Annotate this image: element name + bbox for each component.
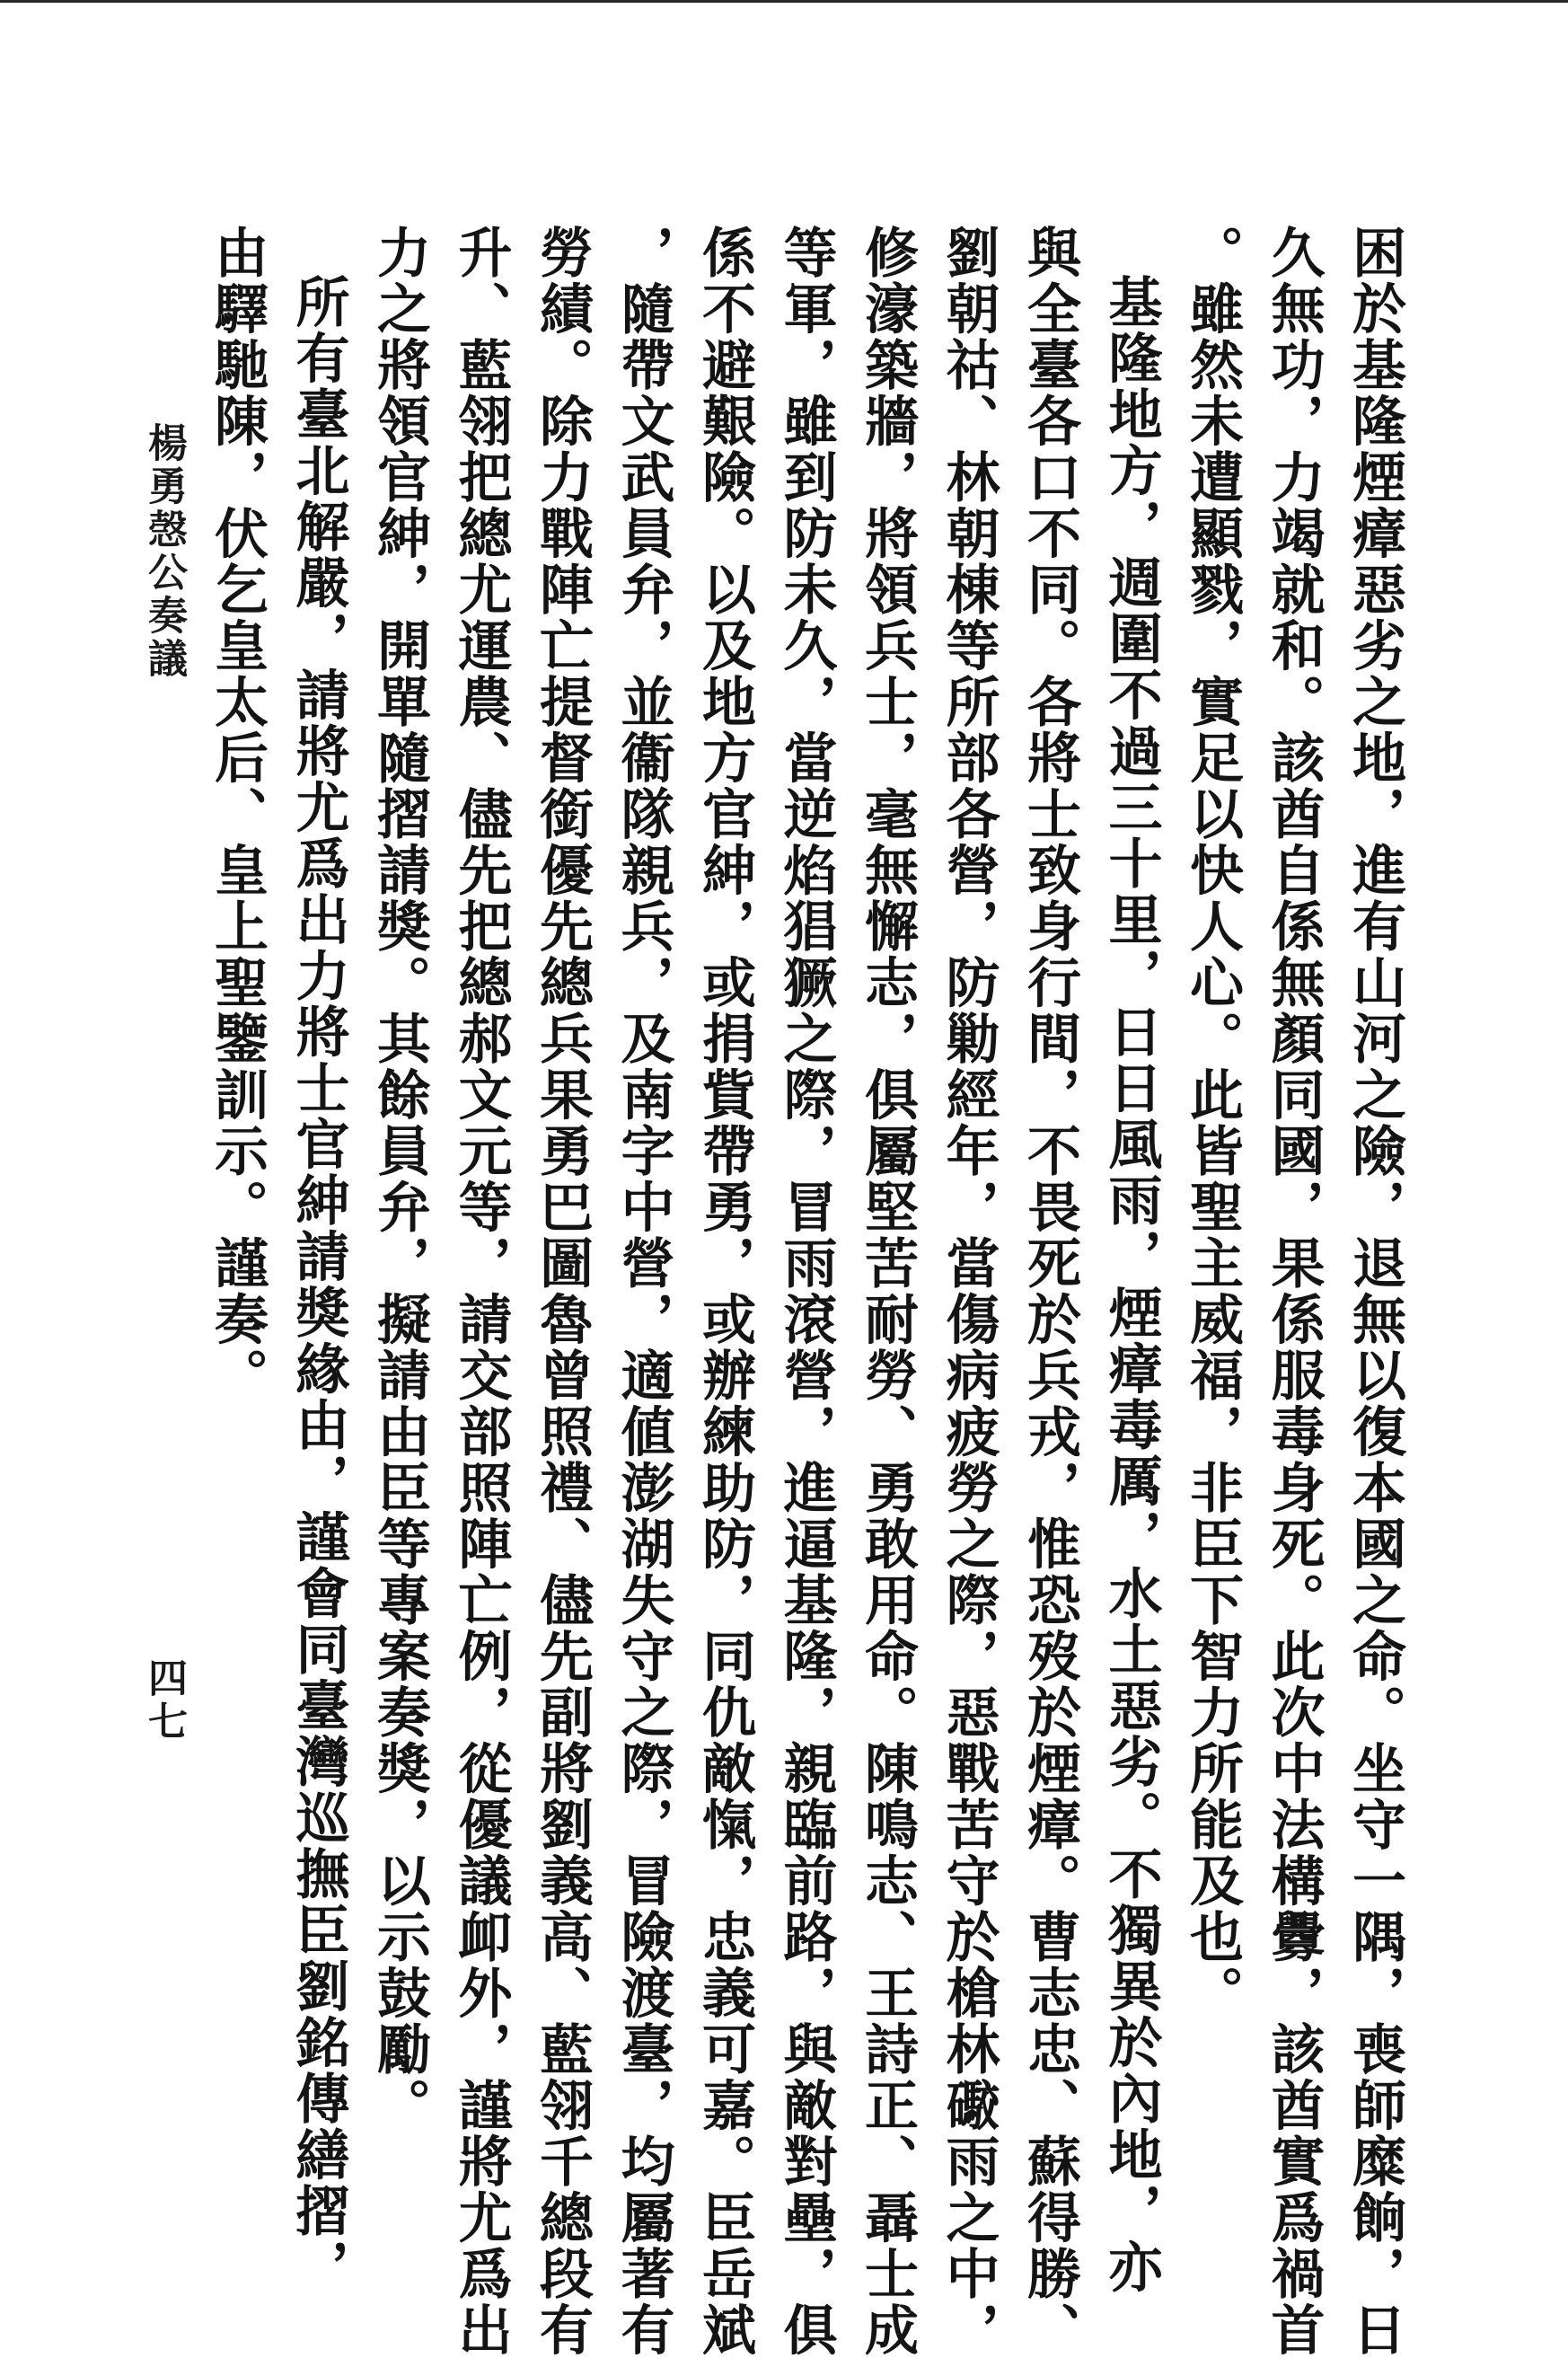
- text-column-5: 與全臺各口不同。各將士致身行間，不畏死於兵戎，惟恐歿於煙瘴。曹志忠、蘇得勝、: [1018, 225, 1081, 2358]
- text-column-3: 。雖然未遭顯戮，實足以快人心。此皆聖主威福，非臣下智力所能及也。: [1181, 225, 1244, 2021]
- text-column-9: 係不避艱險。以及地方官紳，或捐貲帶勇，或辦練助防，同仇敵愾，忠義可嘉。臣岳斌: [693, 225, 756, 2358]
- book-title: 楊勇愨公奏議: [141, 422, 187, 681]
- text-column-15: 由驛馳陳，伏乞皇太后、皇上聖鑒訓示。謹奏。: [206, 225, 269, 1404]
- text-column-11: 勞績。除力戰陣亡提督銜優先總兵果勇巴圖魯曾照禮、儘先副將劉義高、藍翎千總段有: [531, 225, 594, 2358]
- memorial-text-block: [206, 225, 1415, 2358]
- text-column-4: 基隆地方，週圍不過三十里，日日風雨，煙瘴毒厲，水土惡劣。不獨異於內地，亦: [1099, 274, 1163, 2295]
- text-column-6: 劉朝祜、林朝棟等所部各營，防勦經年，當傷病疲勞之際，惡戰苦守於槍林礮雨之中，: [937, 225, 1000, 2358]
- text-column-10: ，隨帶文武員弁，並衞隊親兵，及南字中營，適値澎湖失守之際，冒險渡臺，均屬著有: [612, 225, 675, 2358]
- text-column-7: 修濠築牆，將領兵士，毫無懈志，俱屬堅苦耐勞、勇敢用命。陳鳴志、王詩正、聶士成: [856, 225, 919, 2358]
- text-column-12: 升、藍翎把總尤運農、儘先把總郝文元等，請交部照陣亡例，從優議卹外，謹將尤爲出: [449, 225, 513, 2358]
- text-column-2: 久無功，力竭就和。該酋自係無顏同國，果係服毒身死。此次中法構釁，該酋實爲禍首: [1262, 225, 1326, 2358]
- text-column-8: 等軍，雖到防未久，當逆焰猖獗之際，冒雨滾營，進逼基隆，親臨前路，與敵對壘，俱: [774, 225, 838, 2358]
- text-column-14: 所有臺北解嚴，請將尤爲出力將士官紳請獎緣由，謹會同臺灣巡撫臣劉銘傳繕摺，: [286, 274, 350, 2295]
- page-number: 四七: [141, 1657, 187, 1744]
- top-border-line: [0, 0, 1568, 3]
- text-column-1: 困於基隆煙瘴惡劣之地，進有山河之險，退無以復本國之命。坐守一隅，喪師糜餉，日: [1343, 225, 1406, 2358]
- text-column-13: 力之將領官紳，開單隨摺請獎。其餘員弁，擬請由臣等專案奏獎，以示鼓勵。: [368, 225, 431, 2133]
